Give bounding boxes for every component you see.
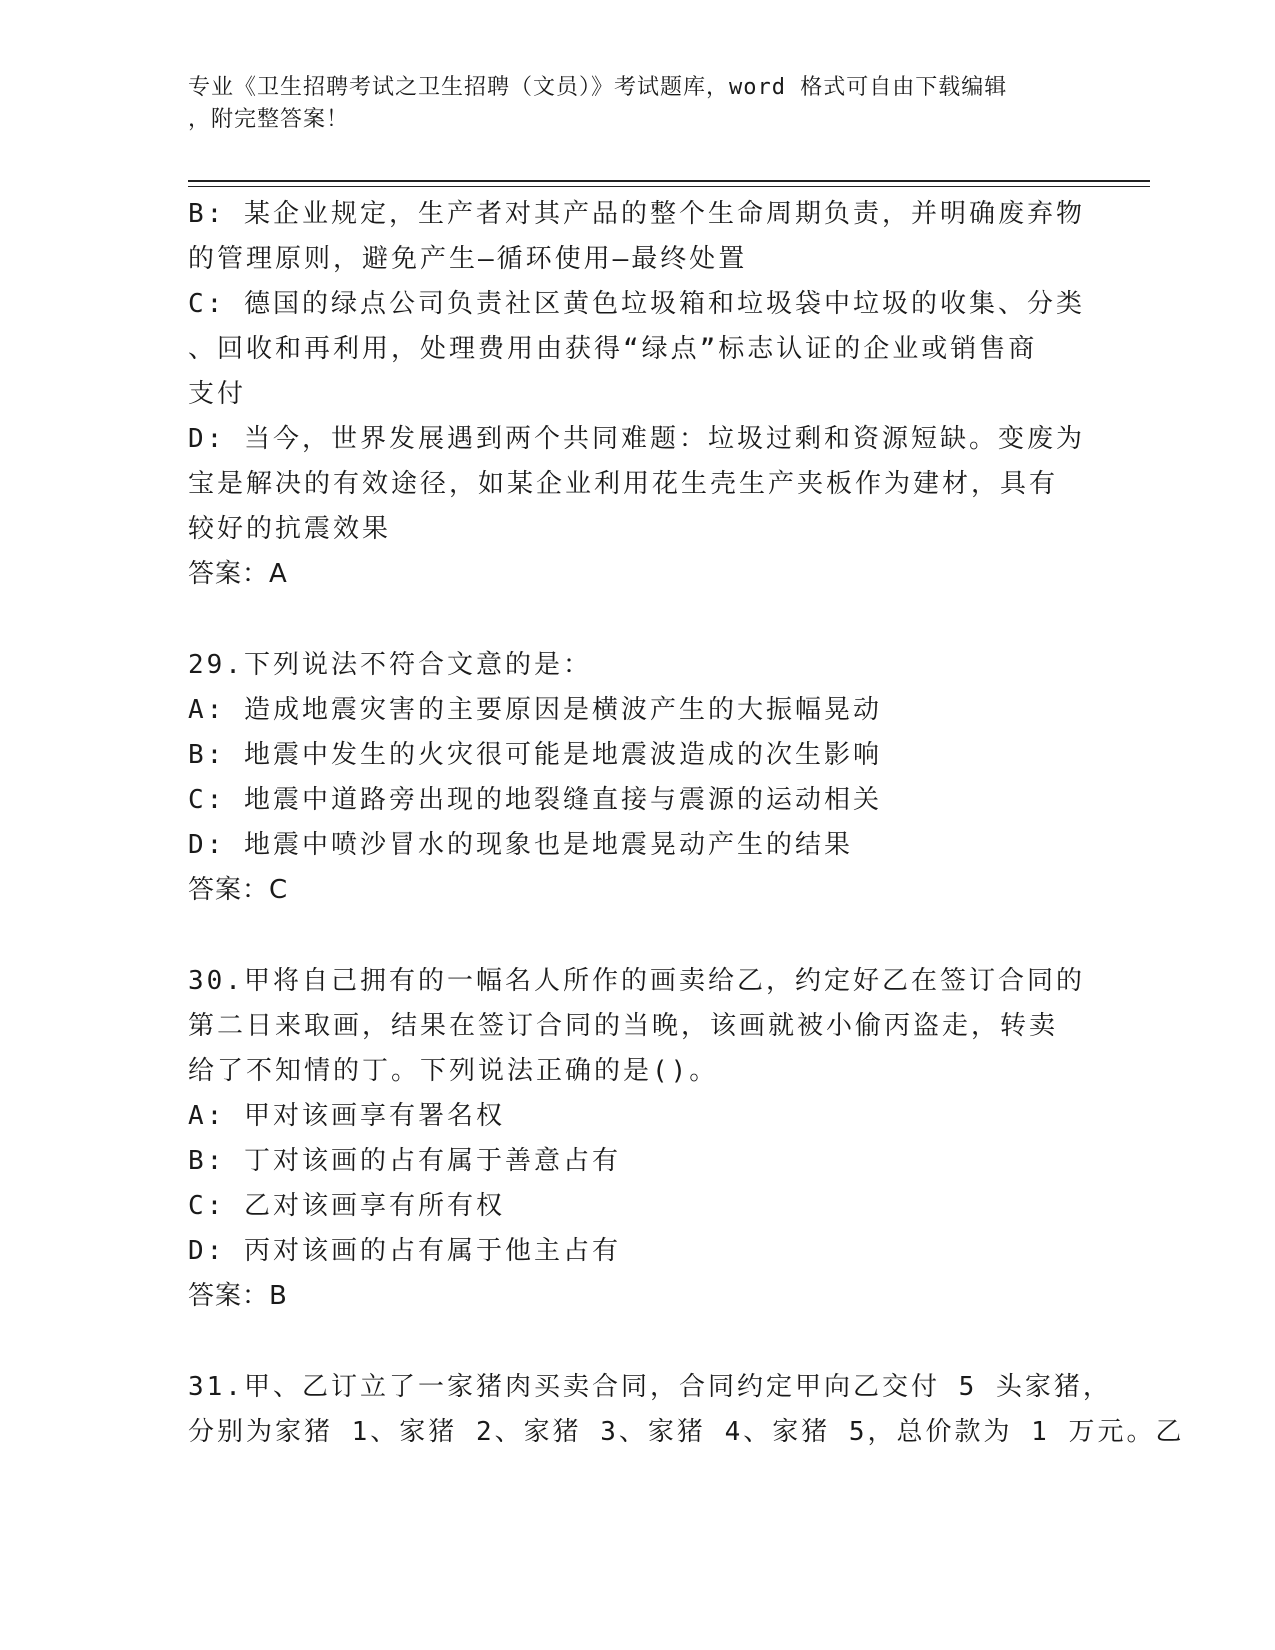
q28-option-c-line-2: 、回收和再利用，处理费用由获得“绿点”标志认证的企业或销售商 bbox=[188, 334, 1038, 364]
header-line-1: 专业《卫生招聘考试之卫生招聘（文员）》考试题库，word 格式可自由下载编辑 bbox=[188, 75, 1008, 100]
header-divider-thick bbox=[188, 180, 1150, 182]
q30-option-d: D: 丙对该画的占有属于他主占有 bbox=[188, 1236, 621, 1266]
q29-answer: 答案：C bbox=[188, 875, 289, 905]
question-29 bbox=[188, 643, 1088, 913]
q28-answer: 答案：A bbox=[188, 559, 288, 589]
q30-answer: 答案：B bbox=[188, 1281, 288, 1311]
document-body bbox=[188, 192, 1185, 1455]
header-line-2: ，附完整答案！ bbox=[188, 107, 350, 132]
q30-stem-line-2: 第二日来取画，结果在签订合同的当晚，该画就被小偷丙盗走，转卖 bbox=[188, 1011, 1059, 1041]
q30-stem-line-1: 30.甲将自己拥有的一幅名人所作的画卖给乙，约定好乙在签订合同的 bbox=[188, 966, 1085, 996]
q28-option-d-line-1: D: 当今，世界发展遇到两个共同难题：垃圾过剩和资源短缺。变废为 bbox=[188, 424, 1085, 454]
q28-option-d-line-2: 宝是解决的有效途径，如某企业利用花生壳生产夹板作为建材，具有 bbox=[188, 469, 1059, 499]
q30-option-c: C: 乙对该画享有所有权 bbox=[188, 1191, 505, 1221]
q30-option-b: B: 丁对该画的占有属于善意占有 bbox=[188, 1146, 621, 1176]
document-header bbox=[188, 72, 1088, 136]
q28-option-c-line-1: C: 德国的绿点公司负责社区黄色垃圾箱和垃圾袋中垃圾的收集、分类 bbox=[188, 289, 1085, 319]
question-spacer bbox=[188, 597, 1088, 643]
q29-stem-line-1: 29.下列说法不符合文意的是： bbox=[188, 650, 592, 680]
q29-option-c: C: 地震中道路旁出现的地裂缝直接与震源的运动相关 bbox=[188, 785, 882, 815]
q29-option-d: D: 地震中喷沙冒水的现象也是地震晃动产生的结果 bbox=[188, 830, 853, 860]
q28-option-c-line-3: 支付 bbox=[188, 379, 247, 409]
q29-option-a: A: 造成地震灾害的主要原因是横波产生的大振幅晃动 bbox=[188, 695, 882, 725]
q29-option-b: B: 地震中发生的火灾很可能是地震波造成的次生影响 bbox=[188, 740, 882, 770]
question-28-tail bbox=[188, 192, 1088, 597]
q28-option-b-line-1: B: 某企业规定，生产者对其产品的整个生命周期负责，并明确废弃物 bbox=[188, 199, 1085, 229]
q28-option-d-line-3: 较好的抗震效果 bbox=[188, 514, 392, 544]
q28-option-b-line-2: 的管理原则，避免产生—循环使用—最终处置 bbox=[188, 244, 748, 274]
q31-stem-line-2: 分别为家猪 1、家猪 2、家猪 3、家猪 4、家猪 5，总价款为 1 万元。乙 bbox=[188, 1417, 1185, 1447]
question-30 bbox=[188, 959, 1088, 1319]
q31-stem-line-1: 31.甲、乙订立了一家猪肉买卖合同，合同约定甲向乙交付 5 头家猪， bbox=[188, 1372, 1112, 1402]
q30-stem-line-3: 给了不知情的丁。下列说法正确的是()。 bbox=[188, 1056, 719, 1086]
header-divider-thin bbox=[188, 186, 1150, 187]
question-spacer bbox=[188, 1319, 1088, 1365]
question-spacer bbox=[188, 913, 1088, 959]
q30-option-a: A: 甲对该画享有署名权 bbox=[188, 1101, 505, 1131]
question-31 bbox=[188, 1365, 1185, 1455]
